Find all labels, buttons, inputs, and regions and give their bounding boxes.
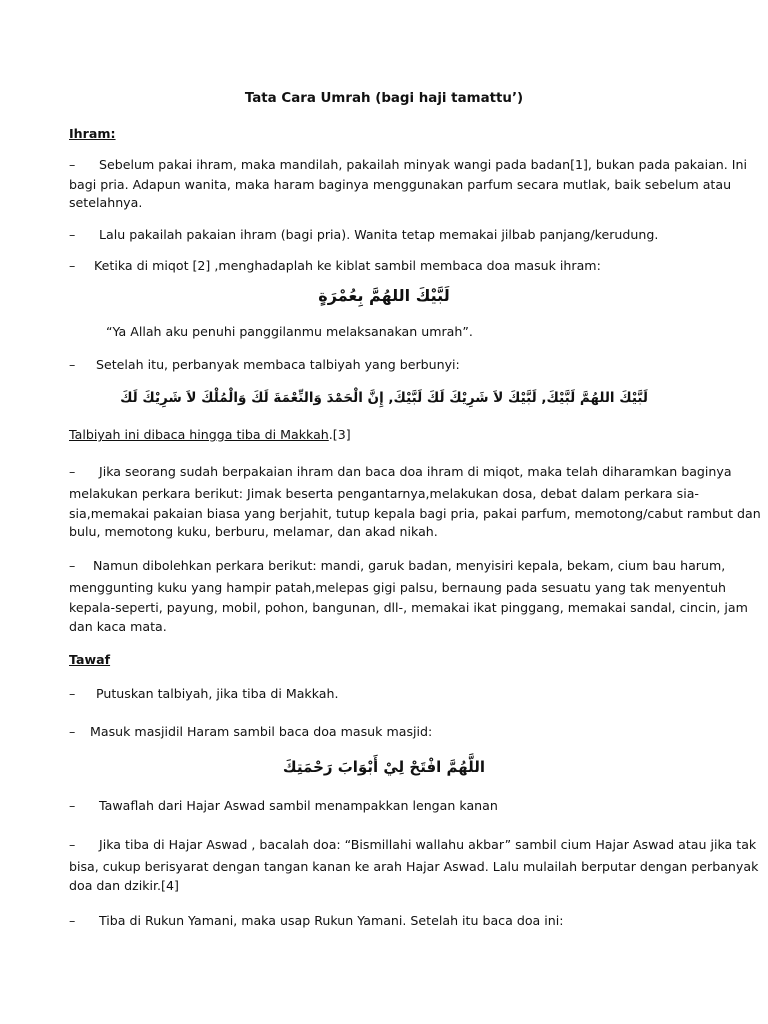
paragraph-line: doa dan dzikir.[4] — [69, 878, 179, 893]
section-heading-tawaf: Tawaf — [69, 652, 111, 667]
talbiyah-note-text: Talbiyah ini dibaca hingga tiba di Makkah — [69, 427, 329, 442]
section-heading-ihram: Ihram: — [69, 126, 116, 141]
bullet-dash: – — [69, 837, 76, 852]
paragraph-line: Tawaflah dari Hajar Aswad sambil menampakkan lengan kanan — [99, 798, 498, 813]
paragraph-line: bagi pria. Adapun wanita, maka haram baginya menggunakan parfum secara mutlak, baik sebelum atau — [69, 177, 732, 192]
paragraph-line: Jika tiba di Hajar Aswad , bacalah doa: “Bismillahi wallahu akbar” sambil cium Hajar Aswad atau jika tak — [99, 837, 757, 852]
bullet-dash: – — [69, 258, 76, 273]
arabic-doa-masjid: اللَّهُمَّ افْتَحْ لِيْ أَبْوَابَ رَحْمَتِكَ — [282, 758, 486, 776]
arabic-talbiyah: لَبَّيْكَ اللهُمَّ لَبَّيْكَ, لَبَّيْكَ لاَ شَرِيْكَ لَكَ لَبَّيْكَ, إِنَّ الْحَمْدَ وَالنِّعْمَةَ لَكَ وَالْمُلْكَ لاَ شَرِيْكَ لَكَ — [120, 390, 648, 406]
bullet-dash: – — [69, 724, 76, 739]
bullet-dash: – — [69, 157, 76, 172]
paragraph-line: sia,memakai pakaian biasa yang berjahit, tutup kepala bagi pria, pakai parfum, memotong/cabut rambut dan — [69, 506, 761, 521]
paragraph-line: kepala-seperti, payung, mobil, pohon, bangunan, dll-, memakai ikat pinggang, memakai sandal, cincin, jam — [69, 600, 748, 615]
paragraph-line: menggunting kuku yang hampir patah,melepas gigi palsu, bernaung pada sesuatu yang tak menyentuh — [69, 580, 727, 595]
footnote-ref: .[3] — [328, 427, 351, 442]
paragraph-line: Sebelum pakai ihram, maka mandilah, pakailah minyak wangi pada badan[1], bukan pada pakaian. Ini — [99, 157, 747, 172]
page-title: Tata Cara Umrah (bagi haji tamattu’) — [244, 91, 524, 106]
paragraph-line: setelahnya. — [69, 195, 143, 210]
paragraph-line: bisa, cukup berisyarat dengan tangan kanan ke arah Hajar Aswad. Lalu mulailah berputar dengan perbanyak — [69, 859, 759, 874]
paragraph-line: bulu, memotong kuku, berburu, melamar, dan akad nikah. — [69, 524, 438, 539]
bullet-dash: – — [69, 227, 76, 242]
paragraph-line: Lalu pakailah pakaian ihram (bagi pria). Wanita tetap memakai jilbab panjang/kerudung. — [99, 227, 659, 242]
paragraph-line: melakukan perkara berikut: Jimak beserta pengantarnya,melakukan dosa, debat dalam perkara sia- — [69, 486, 699, 501]
bullet-dash: – — [69, 357, 76, 372]
paragraph-line: Jika seorang sudah berpakaian ihram dan baca doa ihram di miqot, maka telah diharamkan baginya — [99, 464, 732, 479]
bullet-dash: – — [69, 686, 76, 701]
translation-text: “Ya Allah aku penuhi panggilanmu melaksanakan umrah”. — [106, 324, 473, 339]
talbiyah-note — [69, 429, 351, 442]
paragraph-line: dan kaca mata. — [69, 619, 167, 634]
paragraph-line: Tiba di Rukun Yamani, maka usap Rukun Yamani. Setelah itu baca doa ini: — [99, 913, 564, 928]
bullet-dash: – — [69, 464, 76, 479]
paragraph-line: Ketika di miqot [2] ,menghadaplah ke kiblat sambil membaca doa masuk ihram: — [94, 258, 601, 273]
bullet-dash: – — [69, 558, 76, 573]
paragraph-line: Putuskan talbiyah, jika tiba di Makkah. — [96, 686, 339, 701]
arabic-doa-ihram: لَبَّيْكَ اللهُمَّ بِعُمْرَةٍ — [318, 286, 450, 305]
paragraph-line: Namun dibolehkan perkara berikut: mandi, garuk badan, menyisiri kepala, bekam, cium bau harum, — [93, 558, 726, 573]
paragraph-line: Setelah itu, perbanyak membaca talbiyah yang berbunyi: — [96, 357, 460, 372]
bullet-dash: – — [69, 798, 76, 813]
bullet-dash: – — [69, 913, 76, 928]
paragraph-line: Masuk masjidil Haram sambil baca doa masuk masjid: — [90, 724, 433, 739]
